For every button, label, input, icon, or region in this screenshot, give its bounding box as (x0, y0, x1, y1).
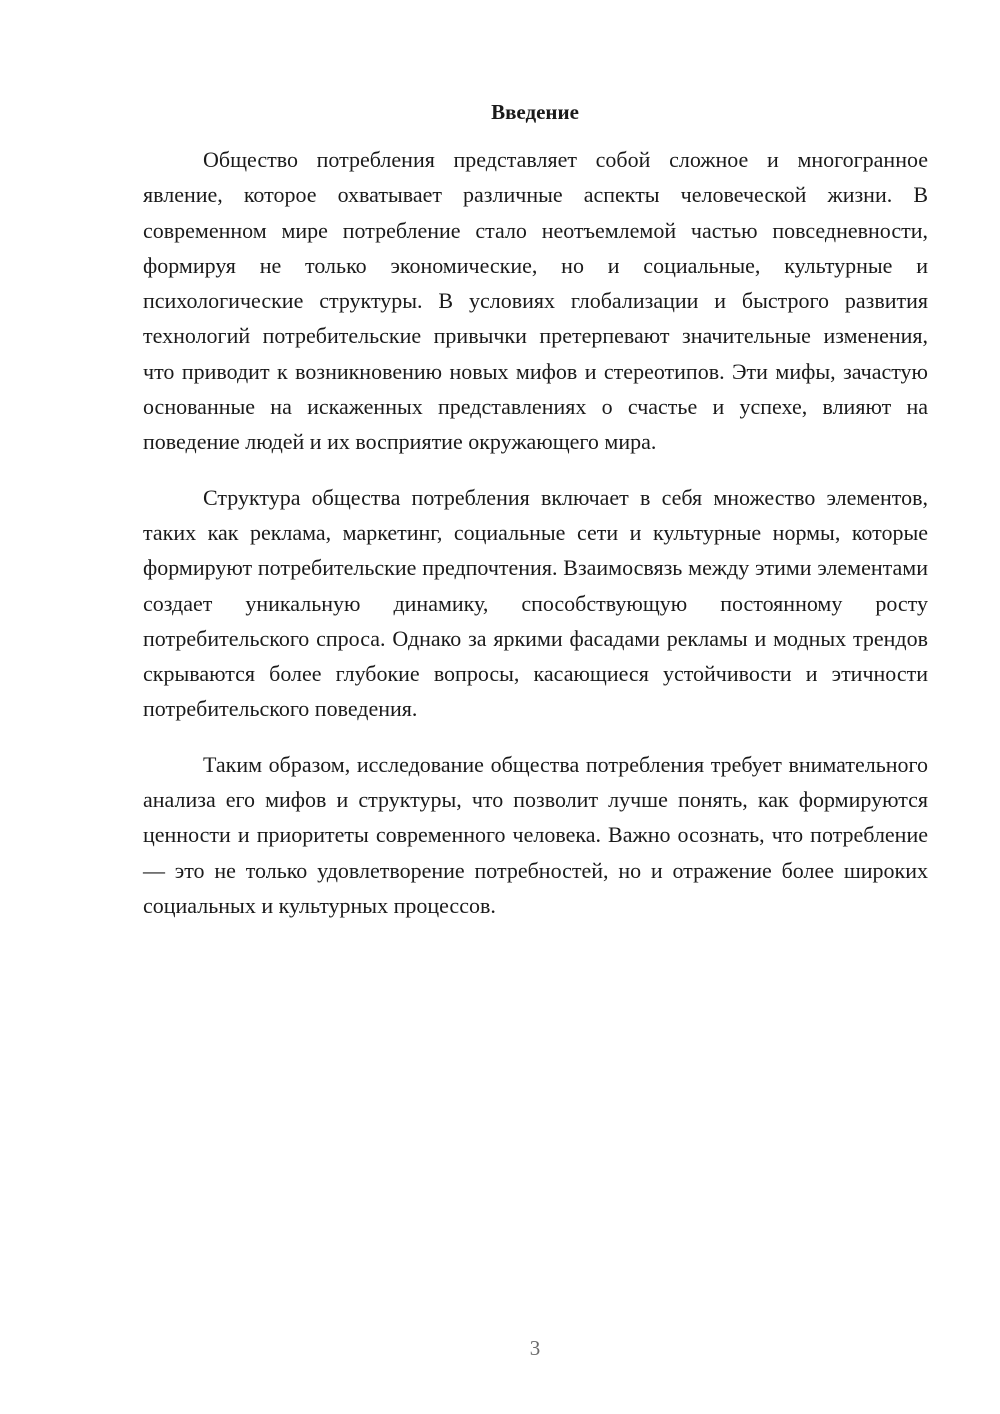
paragraph-1: Общество потребления представляет собой сложное и многогранное явление, которое охватывает различные аспекты человеческой жизни. В современном мире потребление стало неотъемлемой частью повседневности, формируя не только экономические, но и социальные, культурные и психологические структуры. В условиях глобализации и быстрого развития технологий потребительские привычки претерпевают значительные изменения, что приводит к возникновению новых мифов и стереотипов. Эти мифы, зачастую основанные на искаженных представлениях о счастье и успехе, влияют на поведение людей и их восприятие окружающего мира. (143, 147, 928, 455)
paragraph-3: Таким образом, исследование общества потребления требует внимательного анализа его мифов и структуры, что позволит лучше понять, как формируются ценности и приоритеты современного человека. Важно осознать, что потребление — это не только удовлетворение потребностей, но и отражение более широких социальных и культурных процессов. (143, 751, 928, 918)
page-number: 3 (529, 1336, 541, 1360)
body-text (143, 142, 928, 943)
paragraph-2: Структура общества потребления включает в себя множество элементов, таких как реклама, маркетинг, социальные сети и культурные нормы, которые формируют потребительские предпочтения. Взаимосвязь между этими элементами создает уникальную динамику, способствующую постоянному росту потребительского спроса. Однако за яркими фасадами рекламы и модных трендов скрываются более глубокие вопросы, касающиеся устойчивости и этичности потребительского поведения. (143, 484, 928, 722)
section-title: Введение (491, 100, 579, 124)
